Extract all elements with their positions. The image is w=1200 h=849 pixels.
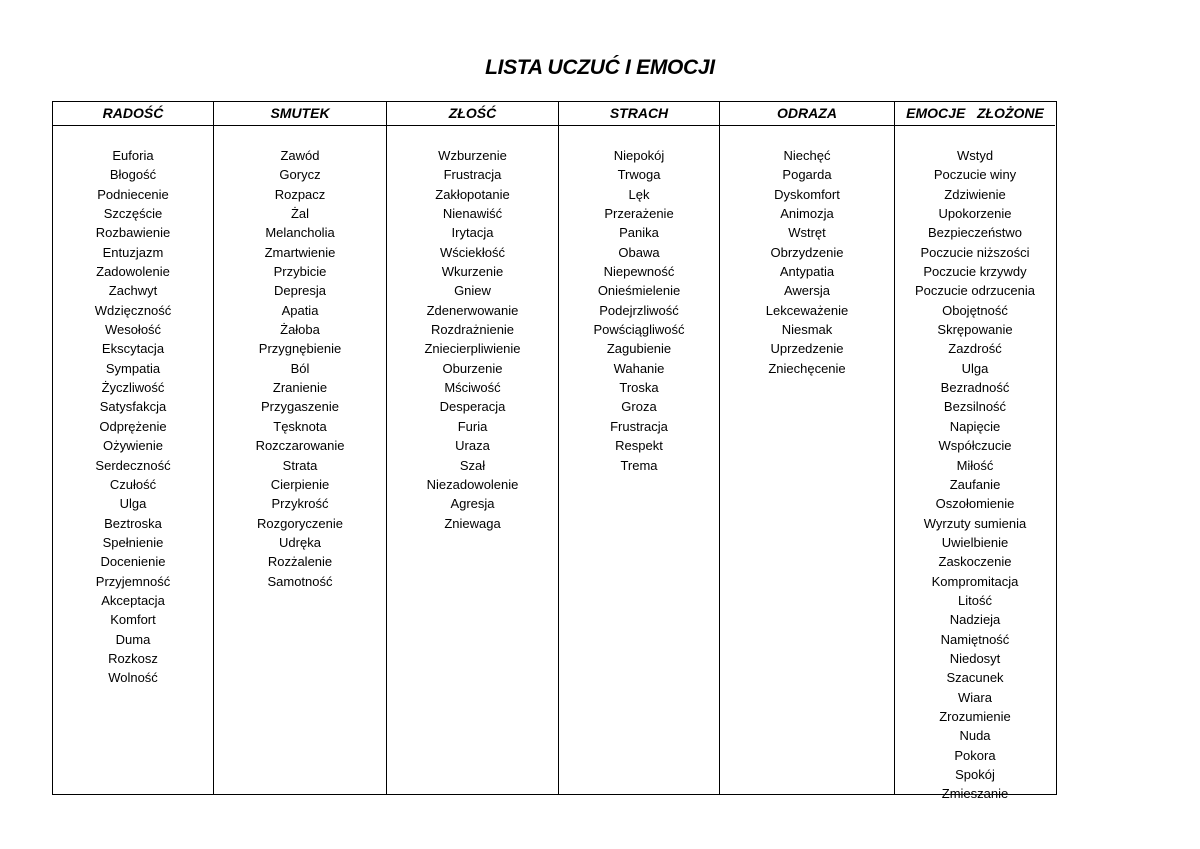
emotion-item: Zaufanie xyxy=(949,476,1001,492)
emotion-item: Poczucie winy xyxy=(933,167,1017,183)
emotion-item: Powściągliwość xyxy=(593,322,685,338)
emotion-item: Troska xyxy=(619,380,659,396)
emotion-item: Gorycz xyxy=(279,167,321,183)
emotion-item: Zdenerwowanie xyxy=(426,302,519,318)
emotion-item: Akceptacja xyxy=(101,592,165,608)
emotion-item: Frustracja xyxy=(610,418,668,434)
emotion-item: Napięcie xyxy=(949,418,1001,434)
emotion-list xyxy=(214,126,386,591)
emotion-list xyxy=(720,126,894,378)
emotion-item: Błogość xyxy=(109,167,157,183)
emotion-item: Kompromitacja xyxy=(931,573,1019,589)
column-header: STRACH xyxy=(559,102,719,126)
emotion-item: Furia xyxy=(457,418,488,434)
emotion-item: Szał xyxy=(459,457,486,473)
emotion-item: Docenienie xyxy=(100,554,166,570)
emotion-item: Zdziwienie xyxy=(944,186,1006,202)
column-radosc xyxy=(53,102,214,794)
emotion-item: Strata xyxy=(282,457,318,473)
emotion-item: Przygaszenie xyxy=(260,399,340,415)
emotion-item: Onieśmielenie xyxy=(597,283,681,299)
column-emocje-zlozone xyxy=(895,102,1055,802)
emotion-item: Żal xyxy=(290,206,310,222)
emotion-item: Zranienie xyxy=(272,380,328,396)
column-smutek xyxy=(214,102,387,794)
emotion-item: Rozdrażnienie xyxy=(430,322,515,338)
emotion-item: Przygnębienie xyxy=(258,341,342,357)
emotion-item: Wyrzuty sumienia xyxy=(923,515,1027,531)
emotion-item: Melancholia xyxy=(265,225,335,241)
emotion-item: Zniechęcenie xyxy=(768,360,846,376)
emotion-list xyxy=(895,126,1055,804)
emotion-item: Wolność xyxy=(108,670,158,686)
emotion-item: Pokora xyxy=(954,747,996,763)
emotion-item: Żałoba xyxy=(280,322,320,338)
emotion-item: Zawód xyxy=(280,148,320,163)
emotion-item: Gniew xyxy=(454,283,491,299)
emotion-item: Rozgoryczenie xyxy=(257,515,343,531)
emotion-item: Serdeczność xyxy=(95,457,171,473)
emotion-item: Bezsilność xyxy=(943,399,1007,415)
emotion-item: Uwielbienie xyxy=(941,534,1009,550)
emotion-item: Wdzięczność xyxy=(94,302,172,318)
emotion-item: Trema xyxy=(620,457,658,473)
column-header: SMUTEK xyxy=(214,102,386,126)
emotion-item: Spokój xyxy=(955,767,995,782)
column-strach xyxy=(559,102,720,794)
emotion-item: Tęsknota xyxy=(273,418,327,434)
emotion-item: Zakłopotanie xyxy=(435,186,510,202)
emotion-list xyxy=(53,126,213,688)
emotion-item: Zrozumienie xyxy=(939,708,1011,724)
emotion-item: Pogarda xyxy=(782,167,832,183)
emotion-item: Zachwyt xyxy=(108,283,158,299)
emotion-item: Awersja xyxy=(783,283,830,299)
emotion-item: Obojętność xyxy=(942,302,1008,318)
emotion-item: Miłość xyxy=(956,457,994,473)
emotion-item: Zazdrość xyxy=(948,341,1002,357)
emotion-item: Skrępowanie xyxy=(937,322,1013,338)
emotion-item: Wzburzenie xyxy=(438,148,507,163)
emotion-item: Oszołomienie xyxy=(935,496,1015,512)
emotion-item: Wstyd xyxy=(956,148,994,163)
emotion-item: Życzliwość xyxy=(101,380,165,396)
emotion-item: Wstręt xyxy=(788,225,826,241)
emotion-item: Poczucie odrzucenia xyxy=(915,283,1035,299)
emotion-item: Irytacja xyxy=(451,225,494,241)
emotion-item: Zniewaga xyxy=(444,515,501,531)
emotion-item: Rozkosz xyxy=(108,650,158,666)
emotion-item: Podniecenie xyxy=(97,186,169,202)
emotion-item: Rozczarowanie xyxy=(255,438,345,454)
emotion-item: Niepewność xyxy=(603,264,675,280)
emotion-list xyxy=(387,126,558,533)
emotion-item: Satysfakcja xyxy=(99,399,167,415)
emotion-item: Współczucie xyxy=(938,438,1012,454)
emotion-item: Samotność xyxy=(267,573,333,589)
emotion-item: Udręka xyxy=(279,534,321,550)
emotion-item: Obrzydzenie xyxy=(770,244,844,260)
emotion-item: Namiętność xyxy=(940,631,1010,647)
emotion-item: Rozżalenie xyxy=(267,554,333,570)
emotions-table xyxy=(52,101,1057,802)
emotion-item: Groza xyxy=(621,399,657,415)
emotion-item: Uraza xyxy=(455,438,490,454)
emotion-item: Zadowolenie xyxy=(96,264,170,280)
column-header: EMOCJE ZŁOŻONE xyxy=(895,102,1055,126)
emotion-item: Podejrzliwość xyxy=(599,302,679,318)
emotion-item: Wahanie xyxy=(613,360,665,376)
emotion-item: Poczucie krzywdy xyxy=(923,264,1027,280)
emotion-item: Nuda xyxy=(959,728,991,744)
emotion-item: Uprzedzenie xyxy=(770,341,844,357)
page-title: LISTA UCZUĆ I EMOCJI xyxy=(485,56,715,79)
emotion-item: Beztroska xyxy=(104,515,162,531)
emotion-item: Czułość xyxy=(109,476,157,492)
emotion-item: Entuzjazm xyxy=(102,244,164,260)
emotion-item: Ulga xyxy=(961,360,989,376)
emotion-item: Euforia xyxy=(112,148,154,163)
emotion-item: Lekceważenie xyxy=(765,302,849,318)
column-header: ODRAZA xyxy=(720,102,894,126)
emotion-item: Depresja xyxy=(273,283,327,299)
emotion-item: Szacunek xyxy=(946,670,1004,686)
emotion-item: Agresja xyxy=(450,496,495,512)
emotion-item: Szczęście xyxy=(103,206,163,222)
emotion-item: Zniecierpliwienie xyxy=(424,341,521,357)
emotion-item: Komfort xyxy=(110,612,156,628)
emotion-item: Niezadowolenie xyxy=(426,476,519,492)
emotion-list xyxy=(559,126,719,475)
emotion-item: Ekscytacja xyxy=(101,341,165,357)
emotion-item: Frustracja xyxy=(443,167,502,183)
emotion-item: Obawa xyxy=(618,244,660,260)
emotion-item: Animozja xyxy=(780,206,834,222)
emotion-item: Wściekłość xyxy=(439,244,505,260)
emotion-item: Duma xyxy=(115,631,151,647)
emotion-item: Rozbawienie xyxy=(95,225,171,241)
emotion-item: Desperacja xyxy=(439,399,506,415)
emotion-item: Przybicie xyxy=(273,264,327,280)
emotion-item: Mściwość xyxy=(444,380,501,396)
emotion-item: Litość xyxy=(958,592,992,608)
column-header: RADOŚĆ xyxy=(53,102,213,126)
emotion-item: Przyjemność xyxy=(95,573,171,589)
emotion-item: Przykrość xyxy=(271,496,329,512)
emotion-item: Niedosyt xyxy=(949,650,1001,666)
emotion-item: Apatia xyxy=(281,302,319,318)
emotion-item: Bezradność xyxy=(940,380,1010,396)
emotion-item: Ożywienie xyxy=(103,438,163,454)
emotion-item: Wiara xyxy=(958,689,992,705)
column-odraza xyxy=(720,102,895,794)
emotion-item: Zmartwienie xyxy=(264,244,336,260)
emotion-item: Rozpacz xyxy=(274,186,326,202)
emotion-item: Lęk xyxy=(628,186,650,202)
emotion-item: Trwoga xyxy=(617,167,661,183)
emotion-item: Upokorzenie xyxy=(938,206,1012,222)
emotion-item: Dyskomfort xyxy=(774,186,840,202)
emotion-item: Wesołość xyxy=(104,322,162,338)
emotion-item: Nadzieja xyxy=(949,612,1001,628)
emotion-item: Niesmak xyxy=(781,322,833,338)
emotion-item: Cierpienie xyxy=(270,476,330,492)
emotion-item: Ulga xyxy=(119,496,147,512)
emotion-item: Niechęć xyxy=(783,148,831,163)
emotion-item: Wkurzenie xyxy=(441,264,504,280)
column-header: ZŁOŚĆ xyxy=(387,102,558,126)
emotion-item: Respekt xyxy=(615,438,663,454)
emotion-item: Panika xyxy=(619,225,659,241)
emotion-item: Spełnienie xyxy=(102,534,164,550)
emotion-item: Niepokój xyxy=(613,148,665,163)
emotion-item: Nienawiść xyxy=(442,206,503,222)
emotion-item: Zmieszanie xyxy=(941,786,1009,802)
emotion-item: Oburzenie xyxy=(442,360,503,376)
emotion-item: Zagubienie xyxy=(606,341,672,357)
emotion-item: Przerażenie xyxy=(604,206,674,222)
emotion-item: Poczucie niższości xyxy=(920,244,1030,260)
emotion-item: Ból xyxy=(290,360,310,376)
emotion-item: Odprężenie xyxy=(99,418,167,434)
column-zlosc xyxy=(387,102,559,794)
emotion-item: Sympatia xyxy=(105,360,161,376)
emotion-item: Zaskoczenie xyxy=(938,554,1012,570)
emotion-item: Antypatia xyxy=(779,264,835,280)
emotion-item: Bezpieczeństwo xyxy=(928,225,1022,241)
